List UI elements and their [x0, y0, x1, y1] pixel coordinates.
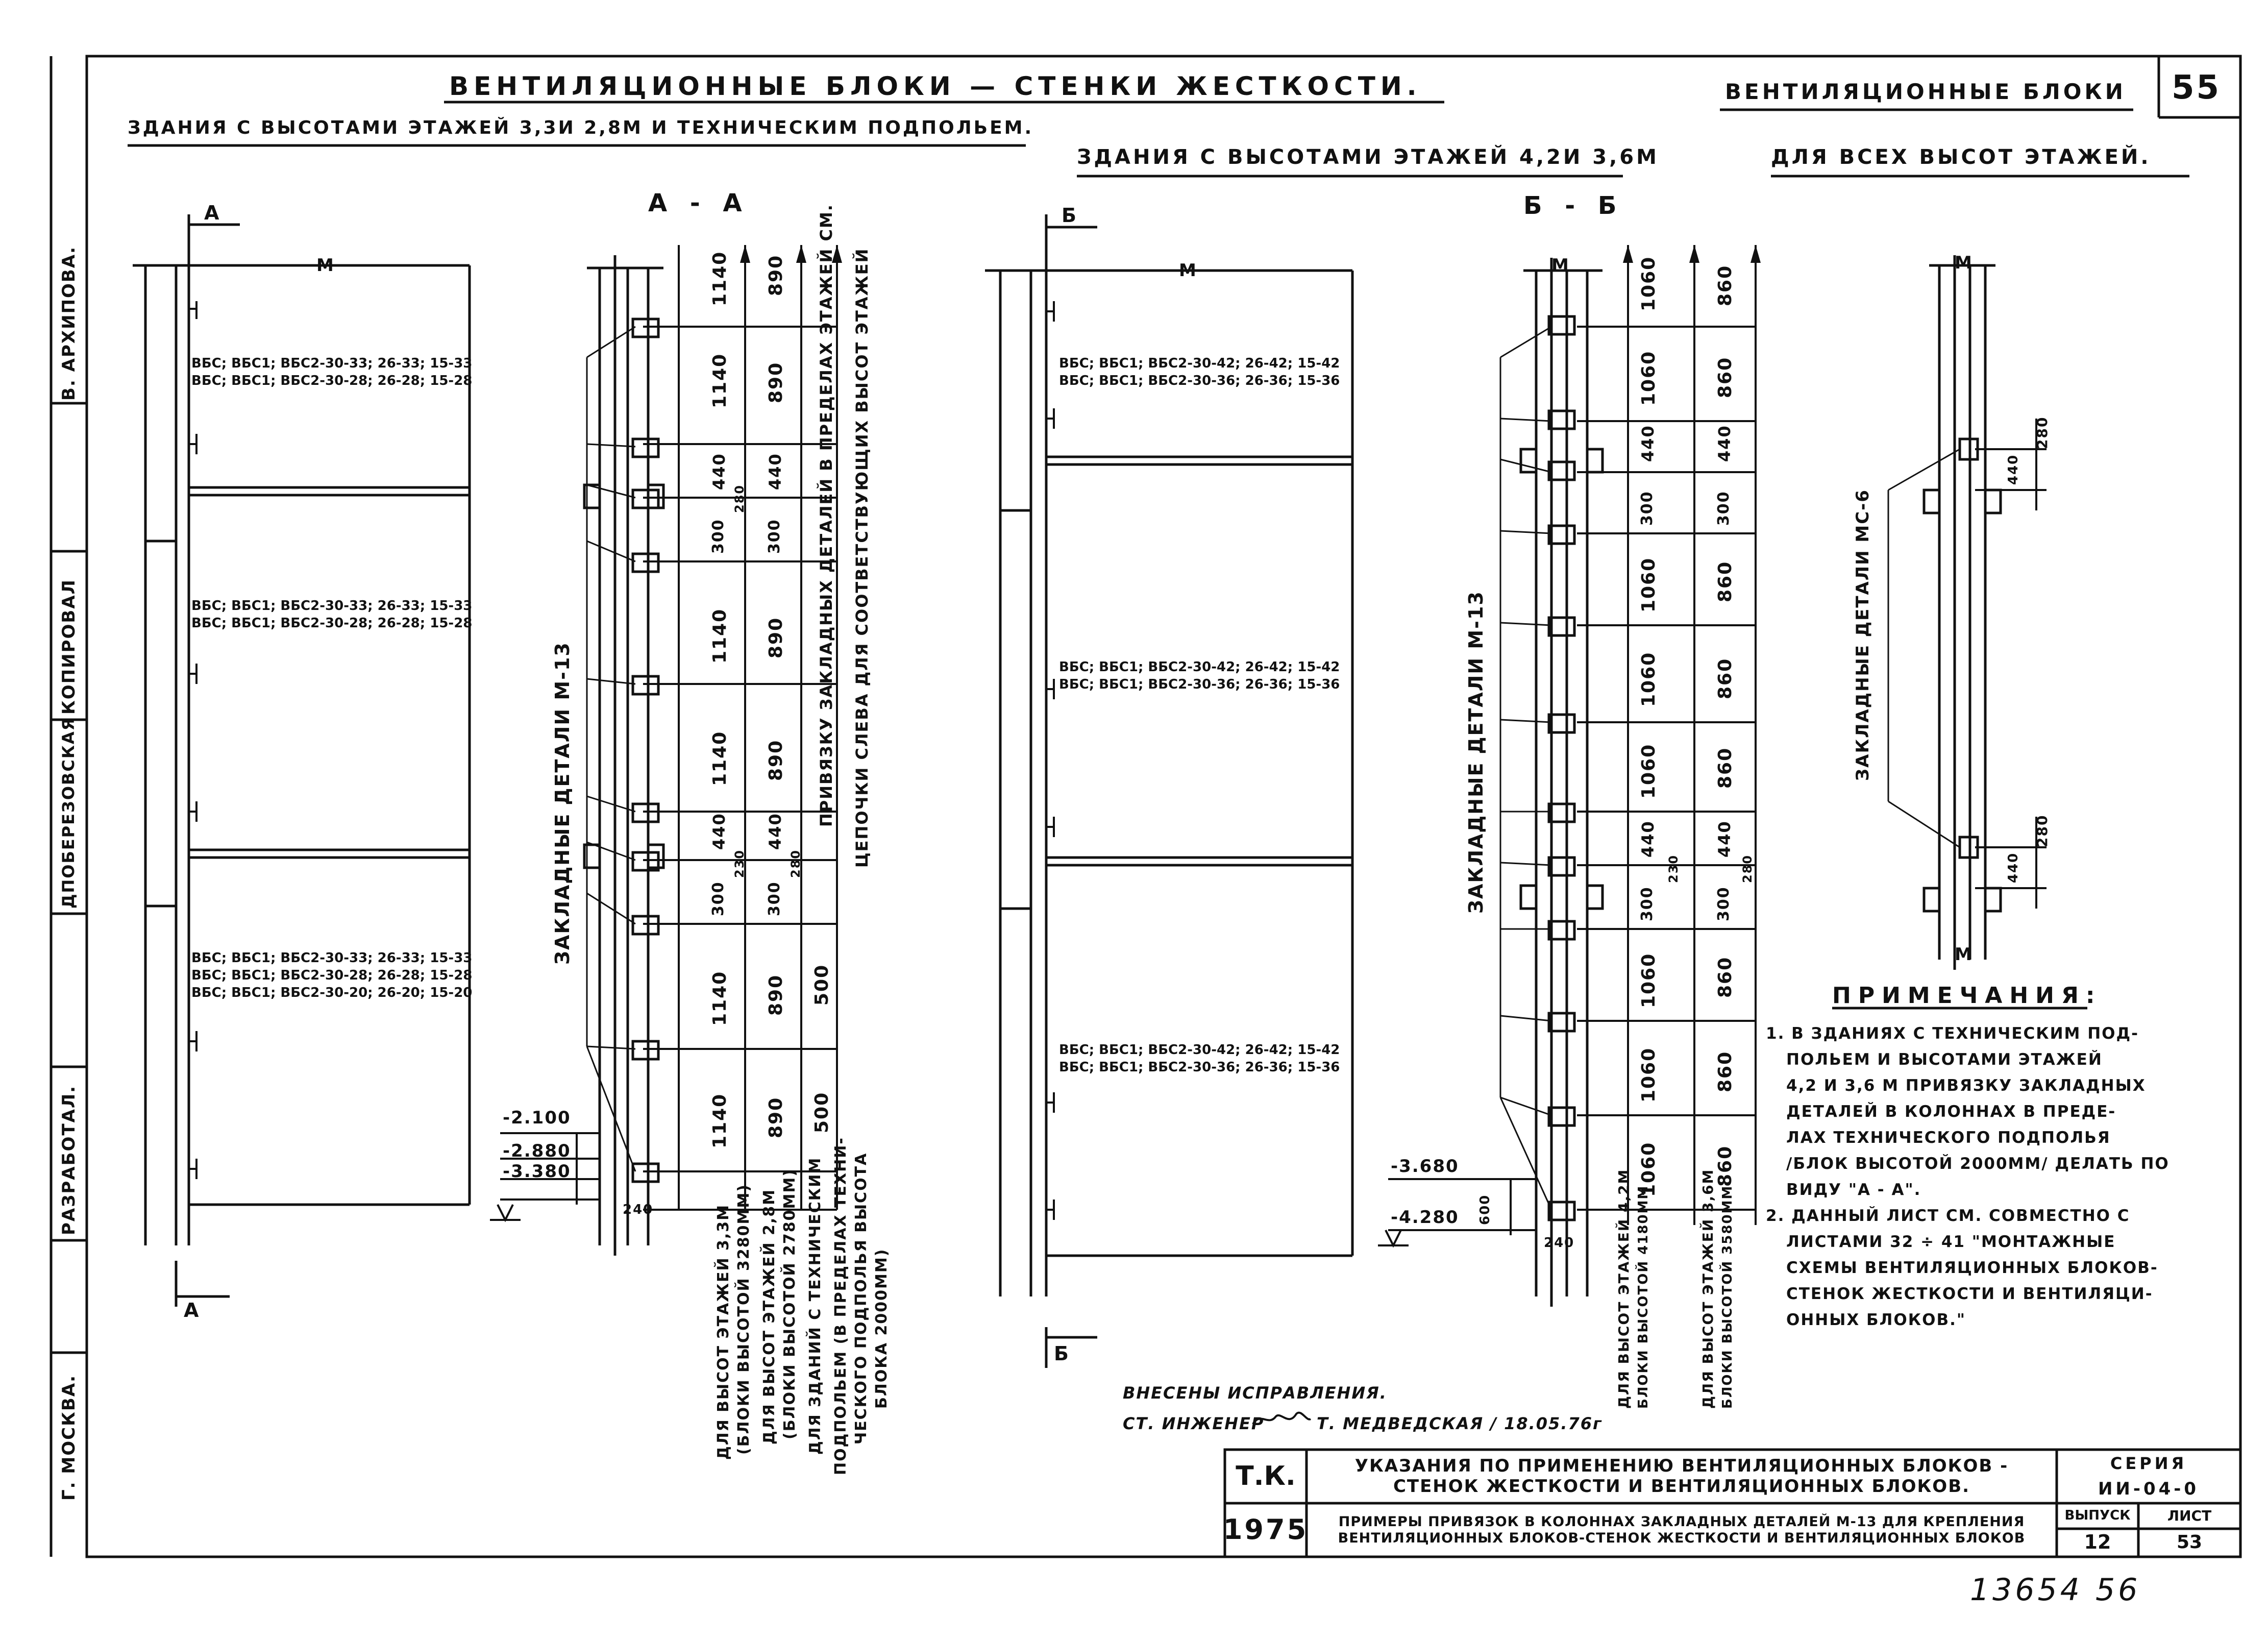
bb-caption: БЛОКИ ВЫСОТОЙ 3580ММ: [1720, 1185, 1735, 1409]
dim-bb-2: 860: [1715, 956, 1736, 998]
dim-bb-2: 860: [1715, 264, 1736, 306]
aa-caption: ЧЕСКОГО ПОДПОЛЬЯ ВЫСОТА: [852, 1152, 870, 1445]
block-labels-b-floor-3: [1059, 1041, 1340, 1076]
dim-aa-2: 890: [766, 254, 786, 296]
stamp-copied: КОПИРОВАЛ: [59, 579, 79, 715]
note-line: 2. ДАННЫЙ ЛИСТ СМ. СОВМЕСТНО С: [1766, 1207, 2130, 1225]
level-b: -3.680: [1391, 1156, 1459, 1177]
section-label-bb: Б - Б: [1523, 191, 1624, 220]
dim-aa-1: 300: [709, 519, 727, 554]
subtitle-right: ДЛЯ ВСЕХ ВЫСОТ ЭТАЖЕЙ.: [1771, 145, 2151, 169]
block-label: ВБС; ВБС1; ВБС2-30-36; 26-36; 15-36: [1059, 373, 1340, 388]
dim-aa-1: 1140: [709, 608, 730, 664]
dim-bb-small: 280: [1740, 854, 1755, 883]
correction-engineer: СТ. ИНЖЕНЕР: [1123, 1414, 1265, 1433]
dim-bb-2: 300: [1715, 886, 1733, 921]
subtitle-middle: ЗДАНИЯ С ВЫСОТАМИ ЭТАЖЕЙ 4,2И 3,6М: [1077, 145, 1659, 169]
level-b: -4.280: [1391, 1207, 1459, 1228]
dim-aa-2: 890: [766, 974, 786, 1016]
dim-right: 280: [2034, 814, 2051, 847]
dim-bb-2: 860: [1715, 1145, 1736, 1187]
dim-bb-1: 300: [1638, 491, 1656, 526]
block-label: ВБС; ВБС1; ВБС2-30-20; 26-20; 15-20: [191, 985, 473, 1000]
dim-right: 440: [2006, 852, 2021, 883]
dim-aa-small: 280: [788, 849, 803, 878]
dim-aa-1: 440: [709, 813, 729, 850]
note-line: ОННЫХ БЛОКОВ.": [1786, 1311, 1966, 1329]
correction-note: ВНЕСЕНЫ ИСПРАВЛЕНИЯ.: [1123, 1383, 1387, 1403]
titleblock-tk: Т.К.: [1236, 1460, 1296, 1491]
dim-bb-1: 1060: [1638, 952, 1659, 1008]
note-line: ДЕТАЛЕЙ В КОЛОННАХ В ПРЕДЕ-: [1786, 1103, 2116, 1121]
aa-caption: ПОДПОЛЬЕМ (В ПРЕДЕЛАХ ТЕХНИ-: [832, 1137, 850, 1475]
level-b-dim: 240: [1544, 1235, 1575, 1251]
dim-bb-1: 1060: [1638, 1141, 1659, 1197]
dim-aa-small: 230: [732, 849, 747, 878]
titleblock-series: ИИ-04-0: [2098, 1479, 2200, 1500]
titleblock-year: 1975: [1223, 1513, 1309, 1546]
note-line: 1. В ЗДАНИЯХ С ТЕХНИЧЕСКИМ ПОД-: [1766, 1024, 2139, 1043]
block-labels-a-floor-2: [191, 597, 472, 632]
dim-aa-1: 1140: [709, 730, 730, 786]
note-line: ВИДУ "А - А".: [1786, 1181, 1921, 1199]
block-labels-a-floor-3: [191, 949, 472, 1001]
subtitle-left: ЗДАНИЯ С ВЫСОТАМИ ЭТАЖЕЙ 3,3И 2,8М И ТЕХНИЧЕСКИМ ПОДПОЛЬЕМ.: [128, 117, 1034, 138]
note-line: СТЕНОК ЖЕСТКОСТИ И ВЕНТИЛЯЦИ-: [1786, 1285, 2153, 1303]
dim-aa-small: 280: [732, 484, 747, 513]
dim-bb-small: 230: [1666, 854, 1681, 883]
dim-aa-1: 1140: [709, 353, 730, 408]
dim-aa-2: 890: [766, 617, 786, 658]
dim-aa-1: 1140: [709, 970, 730, 1026]
bb-caption: ДЛЯ ВЫСОТ ЭТАЖЕЙ 4,2М: [1615, 1168, 1632, 1409]
dim-aa-2: 300: [766, 519, 783, 554]
block-label: ВБС; ВБС1; ВБС2-30-42; 26-42; 15-42: [1059, 1042, 1340, 1058]
aa-caption: ДЛЯ ЗДАНИЙ С ТЕХНИЧЕСКИМ: [806, 1157, 824, 1455]
block-label: ВБС; ВБС1; ВБС2-30-33; 26-33; 15-33: [191, 356, 473, 371]
note-line: /БЛОК ВЫСОТОЙ 2000ММ/ ДЕЛАТЬ ПО: [1786, 1155, 2170, 1173]
titleblock-issue-label: ВЫПУСК: [2064, 1508, 2131, 1524]
block-labels-a-floor-1: [191, 355, 472, 389]
block-label: ВБС; ВБС1; ВБС2-30-36; 26-36; 15-36: [1059, 1060, 1340, 1075]
dim-bb-1: 1060: [1638, 1047, 1659, 1103]
section-label-aa: А - А: [648, 189, 749, 217]
aa-note-line-2: ЦЕПОЧКИ СЛЕВА ДЛЯ СООТВЕТСТВУЮЩИХ ВЫСОТ ЭТАЖЕЙ: [852, 248, 872, 868]
dim-bb-2: 860: [1715, 747, 1736, 789]
archive-number: 13654 56: [1970, 1572, 2141, 1608]
dim-bb-2: 860: [1715, 356, 1736, 398]
dim-bb-1: 440: [1638, 425, 1658, 462]
dim-bb-1: 440: [1638, 820, 1658, 858]
axis-mark-m: М: [1955, 944, 1973, 965]
level-a-dim: 240: [623, 1202, 654, 1217]
level-a: -2.100: [503, 1108, 571, 1128]
dim-aa-2: 890: [766, 361, 786, 403]
block-label: ВБС; ВБС1; ВБС2-30-28; 26-28; 15-28: [191, 373, 473, 388]
level-a: -2.880: [503, 1141, 571, 1161]
block-labels-b-floor-2: [1059, 658, 1340, 693]
bb-caption: ДЛЯ ВЫСОТ ЭТАЖЕЙ 3,6М: [1699, 1168, 1716, 1409]
dim-bb-2: 300: [1715, 491, 1733, 526]
dim-aa-1: 1140: [709, 251, 730, 306]
stamp-developer-name: ДПОБЕРЕЗОВСКАЯ: [59, 717, 78, 909]
level-b-dim: 600: [1477, 1194, 1493, 1225]
note-line: СХЕМЫ ВЕНТИЛЯЦИОННЫХ БЛОКОВ-: [1786, 1259, 2158, 1277]
page-title: ВЕНТИЛЯЦИОННЫЕ БЛОКИ — СТЕНКИ ЖЕСТКОСТИ.: [449, 71, 1422, 101]
dim-aa-1: 300: [709, 881, 727, 916]
titleblock-sheet-label: ЛИСТ: [2167, 1507, 2212, 1524]
block-labels-b-floor-1: [1059, 355, 1340, 389]
titleblock-description-1: УКАЗАНИЯ ПО ПРИМЕНЕНИЮ ВЕНТИЛЯЦИОННЫХ БЛОКОВ - СТЕНОК ЖЕСТКОСТИ И ВЕНТИЛЯЦИОННЫХ БЛОКОВ.: [1354, 1456, 2009, 1497]
bb-caption: БЛОКИ ВЫСОТОЙ 4180ММ: [1636, 1185, 1651, 1409]
note-line: ЛИСТАМИ 32 ÷ 41 "МОНТАЖНЫЕ: [1786, 1233, 2116, 1251]
signature-mark: [1250, 1409, 1312, 1429]
section-mark-a-bottom: А: [184, 1299, 200, 1321]
header-right-title: ВЕНТИЛЯЦИОННЫЕ БЛОКИ: [1725, 79, 2126, 104]
embed-callout-m13-bb: ЗАКЛАДНЫЕ ДЕТАЛИ М-13: [1465, 591, 1487, 914]
embed-callout-mc6: ЗАКЛАДНЫЕ ДЕТАЛИ МС-6: [1853, 489, 1873, 781]
axis-mark-m: М: [1179, 260, 1197, 281]
embed-callout-m13-aa: ЗАКЛАДНЫЕ ДЕТАЛИ М-13: [551, 642, 574, 965]
note-line: 4,2 И 3,6 М ПРИВЯЗКУ ЗАКЛАДНЫХ: [1786, 1076, 2146, 1095]
axis-mark-m: М: [316, 255, 335, 276]
dim-bb-2: 440: [1715, 820, 1734, 858]
notes-title: ПРИМЕЧАНИЯ:: [1832, 983, 2102, 1009]
titleblock-series-label: СЕРИЯ: [2110, 1454, 2187, 1474]
dim-aa-2: 440: [766, 813, 785, 850]
block-label: ВБС; ВБС1; ВБС2-30-42; 26-42; 15-42: [1059, 659, 1340, 675]
dim-aa-2: 890: [766, 1096, 786, 1138]
axis-mark-m: М: [1551, 255, 1570, 276]
dim-bb-2: 860: [1715, 560, 1736, 602]
dim-bb-1: 300: [1638, 886, 1656, 921]
section-mark-b-bottom: Б: [1054, 1342, 1070, 1365]
aa-caption: ДЛЯ ВЫСОТ ЭТАЖЕЙ 2,8М: [760, 1188, 778, 1445]
dim-aa-2: 890: [766, 739, 786, 781]
dim-bb-1: 1060: [1638, 743, 1659, 799]
dim-aa-2: 440: [766, 453, 785, 490]
titleblock-issue: 12: [2084, 1531, 2111, 1554]
section-mark-a-top: А: [204, 202, 220, 224]
aa-note-line-1: ПРИВЯЗКУ ЗАКЛАДНЫХ ДЕТАЛЕЙ В ПРЕДЕЛАХ ЭТАЖЕЙ СМ.: [817, 204, 836, 827]
dim-bb-1: 1060: [1638, 651, 1659, 707]
dim-bb-1: 1060: [1638, 557, 1659, 613]
level-a: -3.380: [503, 1161, 571, 1182]
dim-aa-1: 440: [709, 453, 729, 490]
section-mark-b-top: Б: [1062, 204, 1077, 227]
aa-caption: (БЛОКИ ВЫСОТОЙ 3280ММ): [735, 1184, 753, 1455]
dim-bb-2: 860: [1715, 1050, 1736, 1092]
stamp-copier-name: В. АРХИПОВА.: [59, 246, 79, 401]
dim-right: 280: [2034, 416, 2051, 449]
block-label: ВБС; ВБС1; ВБС2-30-42; 26-42; 15-42: [1059, 356, 1340, 371]
axis-mark-m: М: [1955, 253, 1973, 273]
aa-caption: ДЛЯ ВЫСОТ ЭТАЖЕЙ 3,3М: [714, 1204, 732, 1460]
dim-bb-1: 1060: [1638, 256, 1659, 311]
stamp-developer: РАЗРАБОТАЛ.: [59, 1085, 79, 1235]
dim-bb-2: 860: [1715, 657, 1736, 699]
block-label: ВБС; ВБС1; ВБС2-30-36; 26-36; 15-36: [1059, 677, 1340, 692]
block-label: ВБС; ВБС1; ВБС2-30-28; 26-28; 15-28: [191, 616, 473, 631]
page-number: 55: [2172, 69, 2222, 107]
dim-right: 440: [2006, 454, 2021, 485]
aa-caption: БЛОКА 2000ММ): [873, 1248, 891, 1409]
note-line: ЛАХ ТЕХНИЧЕСКОГО ПОДПОЛЬЯ: [1786, 1129, 2111, 1147]
dim-bb-1: 1060: [1638, 350, 1659, 406]
dim-aa-3: 500: [811, 964, 832, 1006]
dim-aa-1: 1140: [709, 1093, 730, 1148]
note-line: ПОЛЬЕМ И ВЫСОТАМИ ЭТАЖЕЙ: [1786, 1050, 2103, 1069]
block-label: ВБС; ВБС1; ВБС2-30-33; 26-33; 15-33: [191, 598, 473, 614]
dim-aa-2: 300: [766, 881, 783, 916]
stamp-city: Г. МОСКВА.: [59, 1374, 79, 1501]
dim-aa-3: 500: [811, 1091, 832, 1133]
aa-caption: (БЛОКИ ВЫСОТОЙ 2780ММ): [781, 1168, 799, 1439]
block-label: ВБС; ВБС1; ВБС2-30-33; 26-33; 15-33: [191, 950, 473, 966]
dim-bb-2: 440: [1715, 425, 1734, 462]
correction-name-date: Т. МЕДВЕДСКАЯ / 18.05.76г: [1317, 1414, 1603, 1433]
block-label: ВБС; ВБС1; ВБС2-30-28; 26-28; 15-28: [191, 968, 473, 983]
titleblock-sheet: 53: [2176, 1532, 2203, 1553]
titleblock-description-2: ПРИМЕРЫ ПРИВЯЗОК В КОЛОННАХ ЗАКЛАДНЫХ ДЕТАЛЕЙ М-13 ДЛЯ КРЕПЛЕНИЯ ВЕНТИЛЯЦИОННЫХ БЛОКОВ-СТЕНОК ЖЕСТКОСТИ И ВЕНТИЛЯЦИОННЫХ БЛОКОВ: [1338, 1514, 2026, 1546]
notes-list: [1766, 1021, 2170, 1333]
